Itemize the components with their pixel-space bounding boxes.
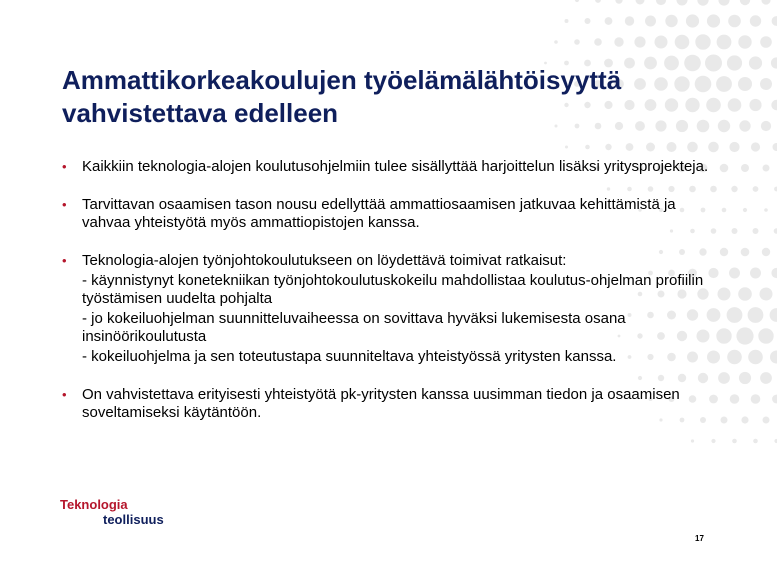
decoration-dot [646,143,655,152]
decoration-dot [760,372,772,384]
decoration-dot [595,0,601,3]
decoration-dot [763,417,770,424]
decoration-dot [675,35,690,50]
decoration-dot [727,350,742,365]
decoration-dot [736,327,753,344]
decoration-dot [771,268,777,278]
decoration-dot [732,228,738,234]
decoration-dot [634,36,645,47]
decoration-dot [738,35,751,48]
sub-point: - käynnistynyt konetekniikan työnjohtokoulutuskokeilu mahdollistaa koulutus-ohjelman profiilin työstämisen uudelta pohjalta [82,272,704,307]
decoration-dot [753,186,759,192]
decoration-dot [667,142,677,152]
decoration-dot [565,19,569,23]
decoration-dot [720,248,728,256]
decoration-dot [750,268,761,279]
bullet-item [62,196,712,232]
decoration-dot [605,144,611,150]
decoration-dot [677,0,688,6]
decoration-dot [750,15,761,26]
decoration-dot [751,394,761,404]
bullet-marker: • [62,197,67,212]
bullet-item [62,386,712,422]
decoration-dot [739,120,750,131]
decoration-dot [760,36,772,48]
decoration-dot [753,228,759,234]
bullet-text: Tarvittavan osaamisen tason nousu edellyttää ammattiosaamisen jatkuvaa kehittämistä ja vahvaa yhteistyötä myös ammattiopistojen kanssa. [82,196,676,231]
decoration-dot [772,16,777,26]
decoration-dot [753,439,758,444]
decoration-dot [695,34,710,49]
decoration-dot [656,0,666,5]
decoration-dot [697,0,708,6]
bullet-marker: • [62,159,67,174]
decoration-dot [738,77,752,91]
decoration-dot [741,416,748,423]
decoration-dot [614,37,623,46]
decoration-dot [743,208,747,212]
decoration-dot [716,328,731,343]
decoration-dot [575,0,579,2]
teknologiateollisuus-logo [60,497,164,527]
decoration-dot [626,143,634,151]
bullet-marker: • [62,387,67,402]
bullet-item [62,158,712,176]
decoration-dot [718,288,731,301]
decoration-dot [691,439,694,442]
decoration-dot [730,394,740,404]
decoration-dot [763,165,770,172]
decoration-dot [771,100,777,110]
decoration-dot [645,16,656,27]
decoration-dot [574,39,580,45]
decoration-dot [655,36,668,49]
decoration-dot [731,186,737,192]
decoration-dot [760,78,772,90]
decoration-dot [749,99,761,111]
decoration-dot [748,307,764,323]
decoration-dot [718,372,730,384]
decoration-dot [761,0,770,5]
decoration-dot [625,16,634,25]
decoration-dot [760,288,773,301]
sub-point: - jo kokeiluohjelman suunnitteluvaiheessa on sovittava hyväksi lukemisesta osana insinöörikoulutusta [82,310,626,345]
decoration-dot [770,351,777,364]
decoration-dot [739,372,751,384]
decoration-dot [718,0,729,6]
decoration-dot [741,248,750,257]
decoration-dot [761,121,771,131]
title-line-2: vahvistettava edelleen [62,98,339,128]
decoration-dot [748,350,763,365]
bullet-list [62,158,712,422]
decoration-dot [772,395,777,404]
decoration-dot [764,208,768,212]
bullet-text: On vahvistettava erityisesti yhteistyötä pk-yritysten kanssa uusimman tiedon ja osaamisen soveltamiseksi käytäntöön. [82,386,680,421]
decoration-dot [565,146,568,149]
decoration-dot [721,417,728,424]
decoration-dot [585,145,590,150]
slide-title [62,64,722,130]
decoration-dot [636,0,645,5]
bullet-text: Kaikkiin teknologia-alojen koulutusohjelmiin tulee sisällyttää harjoittelun lisäksi yritysprojekteja. [82,158,709,175]
decoration-dot [773,143,777,151]
decoration-dot [687,142,698,153]
decoration-dot [770,308,777,322]
decoration-dot [762,248,770,256]
decoration-dot [729,268,740,279]
decoration-dot [740,0,750,5]
decoration-dot [738,287,752,301]
decoration-dot [707,14,720,27]
sub-point: - kokeiluohjelma ja sen toteutustapa suunniteltava yhteistyössä yritysten kanssa. [82,348,617,365]
decoration-dot [708,142,719,153]
decoration-dot [751,142,760,151]
decoration-dot [554,40,558,44]
bullet-item [62,252,712,366]
bullet-text: Teknologia-alojen työnjohtokoulutukseen on löydettävä toimivat ratkaisut: [82,252,567,269]
decoration-dot [711,439,715,443]
decoration-dot [749,56,762,69]
decoration-dot [594,38,602,46]
decoration-dot [605,17,613,25]
page-number: 17 [695,534,704,543]
decoration-dot [615,0,622,4]
decoration-dot [727,307,743,323]
decoration-dot [720,164,729,173]
decoration-dot [732,439,737,444]
decoration-dot [758,328,773,343]
decoration-dot [585,18,591,24]
decoration-dot [728,15,741,28]
decoration-dot [727,55,742,70]
decoration-dot [665,15,677,27]
decoration-dot [729,142,739,152]
decoration-dot [722,208,727,213]
logo-line-1: Teknologia [60,497,128,512]
decoration-dot [741,164,749,172]
decoration-dot [771,57,777,68]
decoration-dot [686,14,699,27]
logo-line-2: teollisuus [103,512,164,527]
decoration-dot [717,35,732,50]
bullet-marker: • [62,253,67,268]
title-line-1: Ammattikorkeakoulujen työelämälähtöisyyttä [62,65,622,95]
decoration-dot [728,98,742,112]
